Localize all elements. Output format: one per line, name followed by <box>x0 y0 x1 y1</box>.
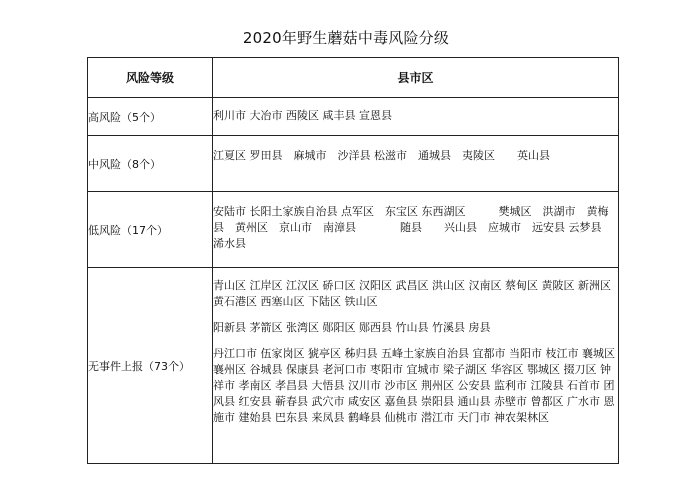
county-paragraph: 江夏区 罗田县 麻城市 沙洋县 松滋市 通城县 夷陵区 英山县 <box>213 149 550 162</box>
county-paragraph: 利川市 大冶市 西陵区 咸丰县 宣恩县 <box>213 109 392 122</box>
table-header-row <box>88 58 619 98</box>
risk-level-high: 高风险（5个） <box>88 98 213 136</box>
table-row <box>88 136 619 192</box>
county-list-medium <box>213 136 619 192</box>
table-row <box>88 98 619 136</box>
county-paragraph: 丹江口市 伍家岗区 猇亭区 秭归县 五峰土家族自治县 宜都市 当阳市 枝江市 襄城区 襄州区 谷城县 保康县 老河口市 枣阳市 宜城市 梁子湖区 华容区 鄂城区 掇刀区 钟祥市 孝南区 孝昌县 大悟县 汉川市 沙市区 荆州区 公安县 监利市 江陵县 石首市 团风县 红安县 蕲春县 武穴市 咸安区 嘉鱼县 崇阳县 通山县 赤壁市 曾都区 广水市 恩施市 建始县 巴东县 来凤县 鹤峰县 仙桃市 潜江市 天门市 神农架林区 <box>213 347 615 424</box>
risk-level-none-reported: 无事件上报（73个） <box>88 268 213 464</box>
page-title: 2020年野生蘑菇中毒风险分级 <box>242 29 450 47</box>
risk-level-medium: 中风险（8个） <box>88 136 213 192</box>
county-paragraph: 安陆市 长阳土家族自治县 点军区 东宝区 东西湖区 樊城区 洪湖市 黄梅县 黄州区 京山市 南漳县 随县 兴山县 应城市 远安县 云梦县 浠水县 <box>213 205 613 250</box>
header-counties: 县市区 <box>213 58 619 98</box>
county-paragraph: 青山区 江岸区 江汉区 硚口区 汉阳区 武昌区 洪山区 汉南区 蔡甸区 黄陂区 新洲区 黄石港区 西塞山区 下陆区 铁山区 <box>213 279 611 308</box>
table-row <box>88 192 619 268</box>
header-risk-level: 风险等级 <box>88 58 213 98</box>
risk-level-low: 低风险（17个） <box>88 192 213 268</box>
table-row <box>88 268 619 464</box>
county-paragraph: 阳新县 茅箭区 张湾区 郧阳区 郧西县 竹山县 竹溪县 房县 <box>213 321 491 334</box>
county-list-high <box>213 98 619 136</box>
risk-level-table <box>87 57 619 464</box>
county-list-none-reported <box>213 268 619 464</box>
county-list-low <box>213 192 619 268</box>
